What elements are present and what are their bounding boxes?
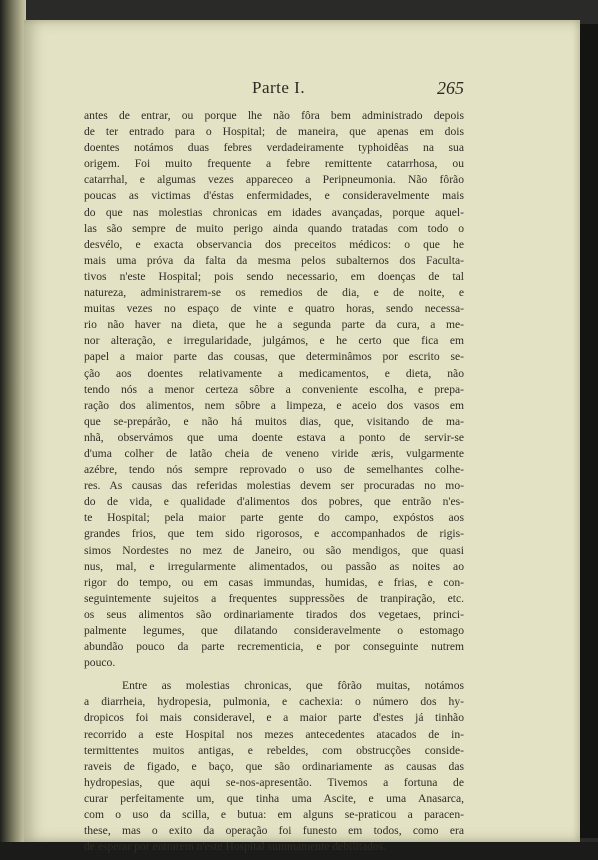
text-line: catarrhal, e algumas vezes appareceo a Peripneumonia. Não fôrão xyxy=(84,173,464,187)
text-line: Entre as molestias chronicas, que fôrão muitas, notámos xyxy=(122,679,464,693)
page-header xyxy=(84,78,464,104)
text-line: nor alteração, e irregularidade, julgámos, e he certo que fica em xyxy=(84,334,464,348)
text-line: res. As causas das referidas molestias devem ser procuradas no mo- xyxy=(84,479,464,493)
text-line: rigor do tempo, ou em casas immundas, humidas, e frias, e con- xyxy=(84,575,464,589)
text-line: do de vida, e qualidade d'alimentos dos pobres, que entrão n'es- xyxy=(84,495,464,509)
text-line: que se-prepárão, e não há muitos dias, que, visitando de ma- xyxy=(84,414,464,428)
text-line: mais uma próva da falta da mesma pelos subalternos dos Faculta- xyxy=(84,253,464,267)
text-line: ração dos alimentos, nem sôbre a limpeza, e aceio dos vasos em xyxy=(84,398,464,412)
text-line: hydropesias, que aqui se-nos-apresentão. Tivemos a fortuna de xyxy=(84,775,464,789)
text-line: las são sempre de muito perigo ainda quando tratadas com todo o xyxy=(84,221,464,235)
text-line: d'uma colher de latão cheia de veneno viride æris, vulgarmente xyxy=(84,446,464,460)
text-line: termittentes muitos antigas, e rebeldes, com obstrucções conside- xyxy=(84,743,464,757)
text-line: dropicos foi mais consideravel, e a maior parte d'estes já tinhão xyxy=(84,711,464,725)
page-number: 265 xyxy=(437,78,464,98)
text-line: tendo nós a menor certeza sôbre a conveniente escolha, e prepa- xyxy=(84,382,464,396)
running-head: Parte I. xyxy=(252,78,306,97)
text-line: papel a maior parte das cousas, que determinâmos por escrito se- xyxy=(84,350,464,364)
text-line: desvélo, e exacta observancia dos preceitos médicos: o que he xyxy=(84,237,464,251)
text-line: abundão pouco da parte recrementicia, e por conseguinte nutrem xyxy=(84,640,464,654)
text-line: origem. Foi muito frequente a febre remittente catarrhosa, ou xyxy=(84,157,464,171)
text-line: te Hospital; pela maior parte gente do campo, expóstos aos xyxy=(84,511,464,525)
book-spine-gutter xyxy=(0,0,26,860)
text-line: os seus alimentos são ordinariamente tirados dos vegetaes, princi- xyxy=(84,607,464,621)
text-line: palmente legumes, que dilatando consideravelmente o estomago xyxy=(84,624,464,637)
text-line: simos Nordestes no mez de Janeiro, ou são mendigos, que quasi xyxy=(84,543,464,557)
text-line: rio não haver na dieta, que he a segunda parte da cura, a me- xyxy=(84,318,464,332)
text-line: a diarrheia, hydropesia, pulmonia, e cachexia: o número dos hy- xyxy=(84,695,464,709)
text-line: raveis de figado, e baço, que são ordinariamente as causas das xyxy=(84,759,464,773)
text-line: recorrido a este Hospital nos mezes antecedentes atacados de in- xyxy=(84,727,464,741)
text-line: de esperar por entrarem n'este Hospital summamente debilitados. xyxy=(84,840,387,854)
text-line: natureza, administrarem-se os remedios de dia, e de noite, e xyxy=(84,286,464,300)
body-text xyxy=(84,108,464,855)
text-line: these, mas o exito da operação foi funesto em todos, como era xyxy=(84,824,464,838)
text-line: pouco. xyxy=(84,656,116,670)
text-line: tivos n'este Hospital; pois sendo necessario, em doenças de tal xyxy=(84,269,464,283)
text-line: grandes frios, que tem sido rigorosos, e accompanhados de rigis- xyxy=(84,527,464,541)
text-line: muitas vezes no espaço de vinte e quatro horas, sendo necessa- xyxy=(84,302,464,316)
text-line: doentes notámos duas febres verdadeiramente typhoidêas na sua xyxy=(84,141,464,155)
paragraph xyxy=(84,678,464,855)
text-line: poucas as victimas d'éstas enfermidades, e consideravelmente mais xyxy=(84,189,464,203)
text-line: nus, mal, e irregularmente alimentados, ou passão as noites ao xyxy=(84,559,464,573)
text-line: do que nas molestias chronicas em idades avançadas, porque aquel- xyxy=(84,205,464,219)
text-line: ção aos doentes relativamente a medicamentos, e dieta, não xyxy=(84,366,464,380)
text-line: de ter entrado para o Hospital; de maneira, que apenas em dois xyxy=(84,125,464,139)
text-line: curar perfeitamente um, que tinha uma Ascite, e uma Anasarca, xyxy=(84,791,464,805)
paragraph xyxy=(84,108,464,671)
text-line: seguintemente sujeitos a frequentes suppressões de tranpiração, etc. xyxy=(84,591,464,605)
text-line: nhã, observámos que uma doente estava a ponto de servir-se xyxy=(84,430,464,444)
page-edge-shadow xyxy=(580,24,598,838)
text-line: azébre, tendo nós sempre reprovado o uso de semelhantes colhe- xyxy=(84,463,464,477)
text-line: antes de entrar, ou porque lhe não fôra bem administrado depois xyxy=(84,109,464,122)
paragraph-gap xyxy=(84,671,464,678)
text-line: com o uso da scilla, e butua: em alguns se-praticou a paracen- xyxy=(84,808,464,822)
